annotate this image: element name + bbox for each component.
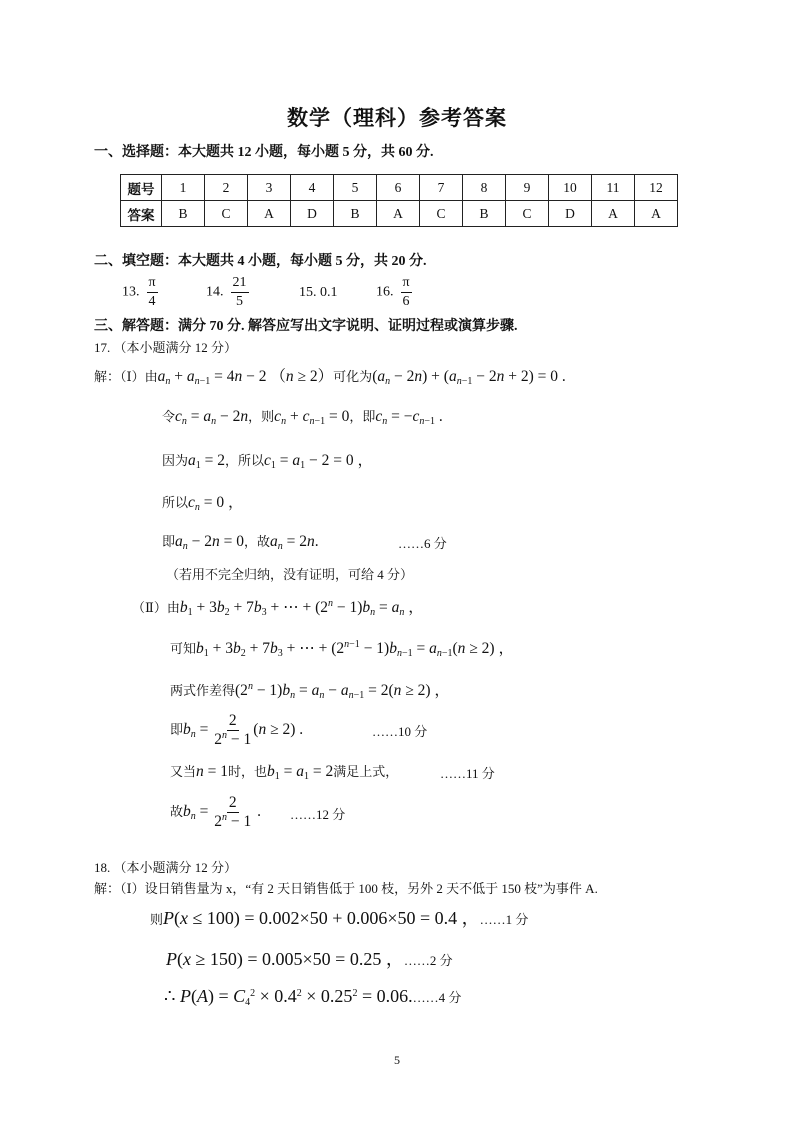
table-cell: A: [377, 201, 420, 227]
table-row-answer: [121, 201, 678, 227]
q17-line4: 所以$c_n = 0$ ，: [162, 494, 244, 513]
table-cell: 5: [334, 175, 377, 201]
table-cell: C: [205, 201, 248, 227]
table-cell: 7: [420, 175, 463, 201]
q17-line5: 即$a_n - 2n = 0$，故$a_n = 2n$.: [162, 533, 319, 552]
q17-part2-line5: 又当n = 1时，也$b_1 = a_1 = 2$满足上式，: [170, 763, 399, 782]
table-row-question: [121, 175, 678, 201]
row-label-question: 题号: [121, 175, 162, 201]
q18-header: 18. （本小题满分 12 分）: [94, 860, 238, 875]
table-cell: D: [549, 201, 592, 227]
fraction: $\frac{\pi}{4}$: [148, 275, 156, 309]
table-cell: 8: [463, 175, 506, 201]
fill-answer-14: 14. $\frac{21}{5}$: [206, 275, 247, 309]
table-cell: 9: [506, 175, 549, 201]
table-cell: D: [291, 201, 334, 227]
fraction: $\frac{21}{5}$: [232, 275, 247, 309]
table-cell: B: [162, 201, 205, 227]
page-title: 数学（理科）参考答案: [287, 106, 507, 130]
table-cell: 6: [377, 175, 420, 201]
table-cell: 11: [592, 175, 635, 201]
table-cell: 2: [205, 175, 248, 201]
table-cell: 1: [162, 175, 205, 201]
table-cell: 3: [248, 175, 291, 201]
section2-heading: 二、填空题：本大题共 4 小题，每小题 5 分，共 20 分.: [94, 254, 427, 269]
q17-line1: 解：（Ⅰ）由$a_n + a_{n-1} = 4n - 2$ （n ≥ 2）可化为$(a_n - 2n) + (a_{n-1} - 2n + 2) = 0$ .: [94, 368, 566, 387]
section3-heading: 三、解答题：满分 70 分. 解答应写出文字说明、证明过程或演算步骤.: [94, 319, 518, 334]
fraction: $\frac{2}{2^n - 1}$: [214, 794, 252, 830]
q18-line3: P(x ≥ 150) = 0.005×50 = 0.25 ，……2 分: [166, 949, 453, 969]
table-cell: 4: [291, 175, 334, 201]
score-11: ……11 分: [440, 766, 495, 781]
fraction: $\frac{2}{2^n - 1}$: [214, 712, 252, 748]
table-cell: B: [463, 201, 506, 227]
fill-answer-16: 16. $\frac{\pi}{6}$: [376, 275, 410, 309]
q17-line3: 因为$a_1 = 2$，所以$c_1 = a_1 - 2 = 0$ ，: [162, 452, 374, 471]
table-cell: A: [635, 201, 678, 227]
fill-answer-15: 15. 0.1: [299, 285, 338, 300]
table-cell: 10: [549, 175, 592, 201]
q17-note: （若用不完全归纳，没有证明，可给 4 分）: [166, 567, 414, 582]
q17-part2-line1: （Ⅱ）由$b_1 + 3b_2 + 7b_3$ + ⋯ + $(2^n - 1)b_n = a_n$ ，: [132, 598, 424, 618]
table-cell: B: [334, 201, 377, 227]
q18-line2: 则P(x ≤ 100) = 0.002×50 + 0.006×50 = 0.4 ，……1 分: [150, 908, 529, 928]
table-cell: A: [248, 201, 291, 227]
fraction: $\frac{\pi}{6}$: [402, 275, 410, 309]
score-10: ……10 分: [372, 724, 428, 739]
q17-part2-line3: 两式作差得$(2^n - 1)b_n = a_n - a_{n-1} = 2(n \ge 2)$ ，: [170, 681, 450, 701]
score-12: ……12 分: [290, 807, 346, 822]
table-cell: A: [592, 201, 635, 227]
table-cell: C: [420, 201, 463, 227]
q18-line4: ∴ $P(A) = C_4^2 \times 0.4^2 \times 0.25^2$ = 0.06.……4 分: [164, 986, 462, 1008]
q18-line1: 解：（Ⅰ）设日销售量为 x，“有 2 天日销售低于 100 枝，另外 2 天不低于 150 枝”为事件 A.: [94, 881, 598, 896]
row-label-answer: 答案: [121, 201, 162, 227]
table-cell: 12: [635, 175, 678, 201]
table-cell: C: [506, 201, 549, 227]
q17-part2-line6: 故$b_n$ = $\frac{2}{2^n - 1}$ .: [170, 794, 262, 830]
fill-answer-13: 13. $\frac{\pi}{4}$: [122, 275, 156, 309]
page-number: 5: [394, 1053, 400, 1067]
answer-table: [120, 174, 678, 227]
section1-heading: 一、选择题：本大题共 12 小题，每小题 5 分，共 60 分.: [94, 145, 434, 160]
score-6: ……6 分: [398, 536, 447, 551]
q17-line2: 令$c_n = a_n - 2n$，则$c_n + c_{n-1} = 0$，即$c_n = -c_{n-1}$ .: [162, 408, 443, 427]
q17-header: 17. （本小题满分 12 分）: [94, 340, 238, 355]
q17-part2-line2: 可知$b_1 + 3b_2 + 7b_3$ + ⋯ + $(2^{n-1} - 1)b_{n-1} = a_{n-1}(n \ge 2)$ ，: [170, 639, 514, 659]
q17-part2-line4: 即$b_n$ = $\frac{2}{2^n - 1}$ (n ≥ 2) .: [170, 712, 304, 748]
